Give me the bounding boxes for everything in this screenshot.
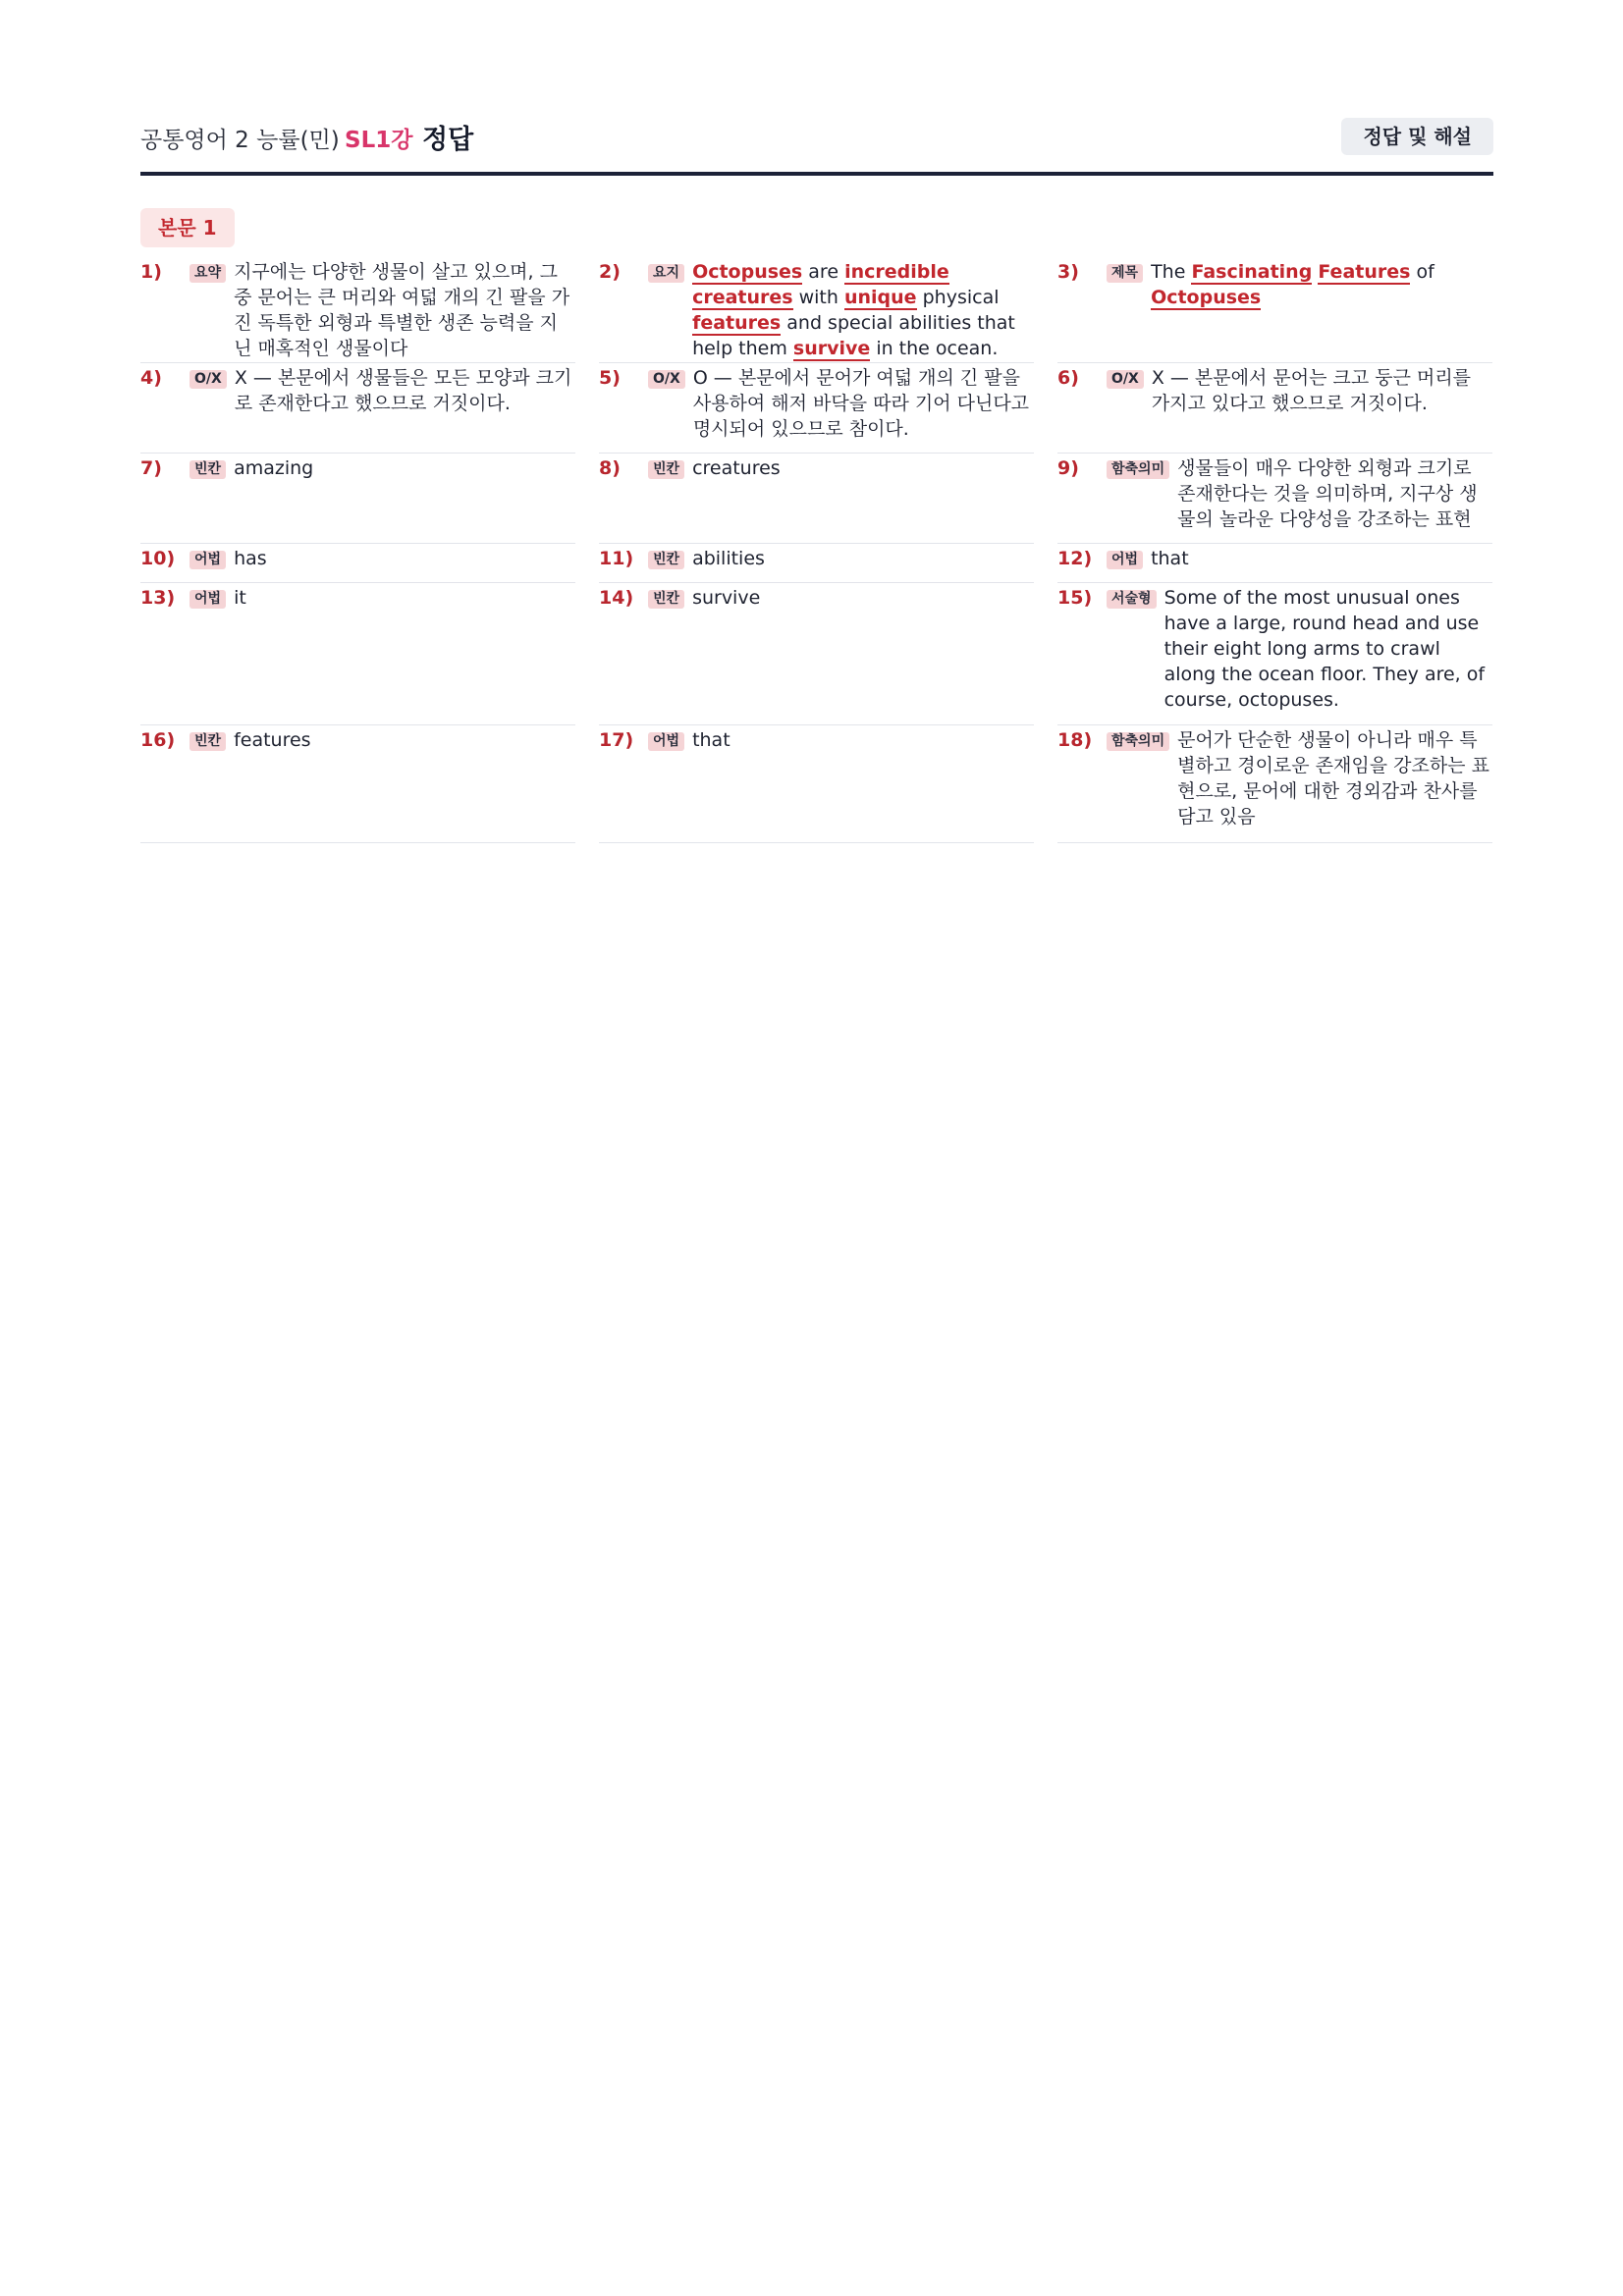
answer-number: 6) <box>1057 367 1079 389</box>
answer-item <box>140 454 575 544</box>
answer-type-tag: O/X <box>189 370 227 389</box>
answer-text: it <box>234 587 246 609</box>
answer-type-wrap <box>1107 585 1157 609</box>
answer-number: 3) <box>1057 261 1079 283</box>
answer-fragment: in the ocean. <box>870 338 999 359</box>
answer-number: 16) <box>140 729 176 751</box>
answer-type-tag: 빈칸 <box>189 732 226 751</box>
page-title: 정답 <box>422 125 474 155</box>
answer-type-wrap <box>1107 259 1143 283</box>
answer-number: 11) <box>599 548 634 569</box>
answer-number: 5) <box>599 367 621 389</box>
answer-type-wrap <box>1107 727 1169 751</box>
answer-row <box>140 363 1493 454</box>
answer-type-tag: 빈칸 <box>648 590 684 609</box>
answer-item <box>599 544 1034 583</box>
answer-row <box>140 725 1493 843</box>
answer-row <box>140 257 1493 363</box>
answer-text: O — 본문에서 문어가 여덟 개의 긴 팔을 사용하여 해저 바닥을 따라 기어 다닌다고 명시되어 있으므로 참이다. <box>692 367 1030 440</box>
answer-number: 1) <box>140 261 162 283</box>
answer-key-badge: 정답 및 해설 <box>1341 118 1493 155</box>
lesson-label: SL1강 <box>345 128 413 153</box>
answer-type-tag: 빈칸 <box>648 551 684 569</box>
answer-number: 2) <box>599 261 621 283</box>
answer-type-tag: 요약 <box>189 264 226 283</box>
answer-text: X — 본문에서 문어는 크고 둥근 머리를 가지고 있다고 했으므로 거짓이다. <box>1151 367 1472 414</box>
answer-item <box>140 725 575 843</box>
answer-type-tag: 어법 <box>189 551 226 569</box>
answer-text: Some of the most unusual ones have a large, round head and use their eight long arms to crawl along the ocean floor. They are, of course, octopuses. <box>1163 587 1486 711</box>
answer-number: 15) <box>1057 587 1093 609</box>
answer-fragment: physical <box>916 287 1000 308</box>
header-divider <box>140 172 1493 176</box>
answer-type-wrap <box>648 259 684 283</box>
answer-number: 18) <box>1057 729 1093 751</box>
answer-text: 문어가 단순한 생물이 아니라 매우 특별하고 경이로운 존재임을 강조하는 표현으로, 문어에 대한 경외감과 찬사를 담고 있음 <box>1177 729 1489 828</box>
answer-text: amazing <box>234 457 314 479</box>
answer-number: 8) <box>599 457 621 479</box>
answer-number: 14) <box>599 587 634 609</box>
answer-type-wrap <box>1107 455 1169 479</box>
answer-number: 9) <box>1057 457 1079 479</box>
answer-type-wrap <box>189 727 226 751</box>
answer-fragment: The <box>1151 261 1192 283</box>
answer-number: 12) <box>1057 548 1093 569</box>
answer-number: 10) <box>140 548 176 569</box>
answer-row <box>140 583 1493 725</box>
answer-item <box>1057 363 1492 454</box>
answer-keyword: incredible <box>844 261 949 283</box>
answer-text: has <box>234 548 267 569</box>
answer-type-tag: 요지 <box>648 264 684 283</box>
answer-type-wrap <box>189 455 226 479</box>
answer-item <box>599 725 1034 843</box>
answer-text: 생물들이 매우 다양한 외형과 크기로 존재한다는 것을 의미하며, 지구상 생물의 놀라운 다양성을 강조하는 표현 <box>1177 457 1478 530</box>
answer-item <box>599 257 1034 363</box>
answer-type-tag: 빈칸 <box>648 460 684 479</box>
answer-fragment: and special abilities that help them <box>692 312 1015 359</box>
answer-keyword: Features <box>1318 261 1411 283</box>
answer-keyword: creatures <box>692 287 793 308</box>
answer-text <box>1151 259 1492 310</box>
answer-item <box>1057 454 1492 544</box>
answer-text: that <box>692 729 730 751</box>
answer-type-wrap <box>648 585 684 609</box>
answer-row <box>140 544 1493 583</box>
answer-item <box>140 583 575 725</box>
section-label: 본문 1 <box>140 208 235 247</box>
answer-text: features <box>234 729 311 751</box>
answer-type-wrap <box>1107 365 1144 389</box>
answer-text: X — 본문에서 생물들은 모든 모양과 크기로 존재한다고 했으므로 거짓이다. <box>234 367 572 414</box>
answer-text: survive <box>692 587 761 609</box>
answer-type-tag: 어법 <box>1107 551 1143 569</box>
answer-type-tag: 함축의미 <box>1107 732 1169 751</box>
answer-type-wrap <box>189 546 226 569</box>
answer-fragment: of <box>1410 261 1434 283</box>
answer-keyword: survive <box>792 338 871 359</box>
answer-keyword: Fascinating <box>1191 261 1313 283</box>
answer-keyword: unique <box>843 287 917 308</box>
answer-type-tag: 빈칸 <box>189 460 226 479</box>
answer-type-tag: 어법 <box>648 732 684 751</box>
answer-number: 7) <box>140 457 162 479</box>
answer-text <box>692 259 1034 361</box>
answer-keyword: Octopuses <box>692 261 803 283</box>
answer-item <box>599 363 1034 454</box>
answer-number: 17) <box>599 729 634 751</box>
answer-type-tag: 함축의미 <box>1107 460 1169 479</box>
answer-keyword: Octopuses <box>1151 287 1262 308</box>
answer-row <box>140 454 1493 544</box>
answer-number: 13) <box>140 587 176 609</box>
answer-type-wrap <box>648 455 684 479</box>
answer-keyword: features <box>692 312 782 334</box>
answer-grid <box>140 257 1493 843</box>
answer-text: that <box>1151 548 1189 569</box>
answer-type-wrap <box>648 546 684 569</box>
page-header <box>140 116 1493 171</box>
answer-type-tag: 서술형 <box>1107 590 1157 609</box>
answer-item <box>1057 544 1492 583</box>
answer-text: abilities <box>692 548 765 569</box>
answer-type-tag: O/X <box>1107 370 1144 389</box>
answer-type-wrap <box>189 585 226 609</box>
answer-text: creatures <box>692 457 781 479</box>
answer-type-wrap <box>648 365 685 389</box>
answer-item <box>140 257 575 363</box>
subject-title: 공통영어 2 능률(민) <box>140 128 340 153</box>
answer-item <box>140 544 575 583</box>
answer-item <box>1057 257 1492 363</box>
answer-type-wrap <box>189 259 226 283</box>
answer-type-wrap <box>1107 546 1143 569</box>
answer-item <box>599 454 1034 544</box>
answer-item <box>599 583 1034 725</box>
answer-type-tag: 어법 <box>189 590 226 609</box>
answer-item <box>1057 583 1492 725</box>
answer-type-wrap <box>648 727 684 751</box>
answer-type-tag: O/X <box>648 370 685 389</box>
answer-type-wrap <box>189 365 227 389</box>
answer-text: 지구에는 다양한 생물이 살고 있으며, 그 중 문어는 큰 머리와 여덟 개의 긴 팔을 가진 독특한 외형과 특별한 생존 능력을 지닌 매혹적인 생물이다 <box>234 261 570 359</box>
answer-fragment: with <box>792 287 844 308</box>
answer-item <box>1057 725 1492 843</box>
answer-number: 4) <box>140 367 162 389</box>
answer-type-tag: 제목 <box>1107 264 1143 283</box>
answer-fragment: are <box>802 261 845 283</box>
answer-item <box>140 363 575 454</box>
